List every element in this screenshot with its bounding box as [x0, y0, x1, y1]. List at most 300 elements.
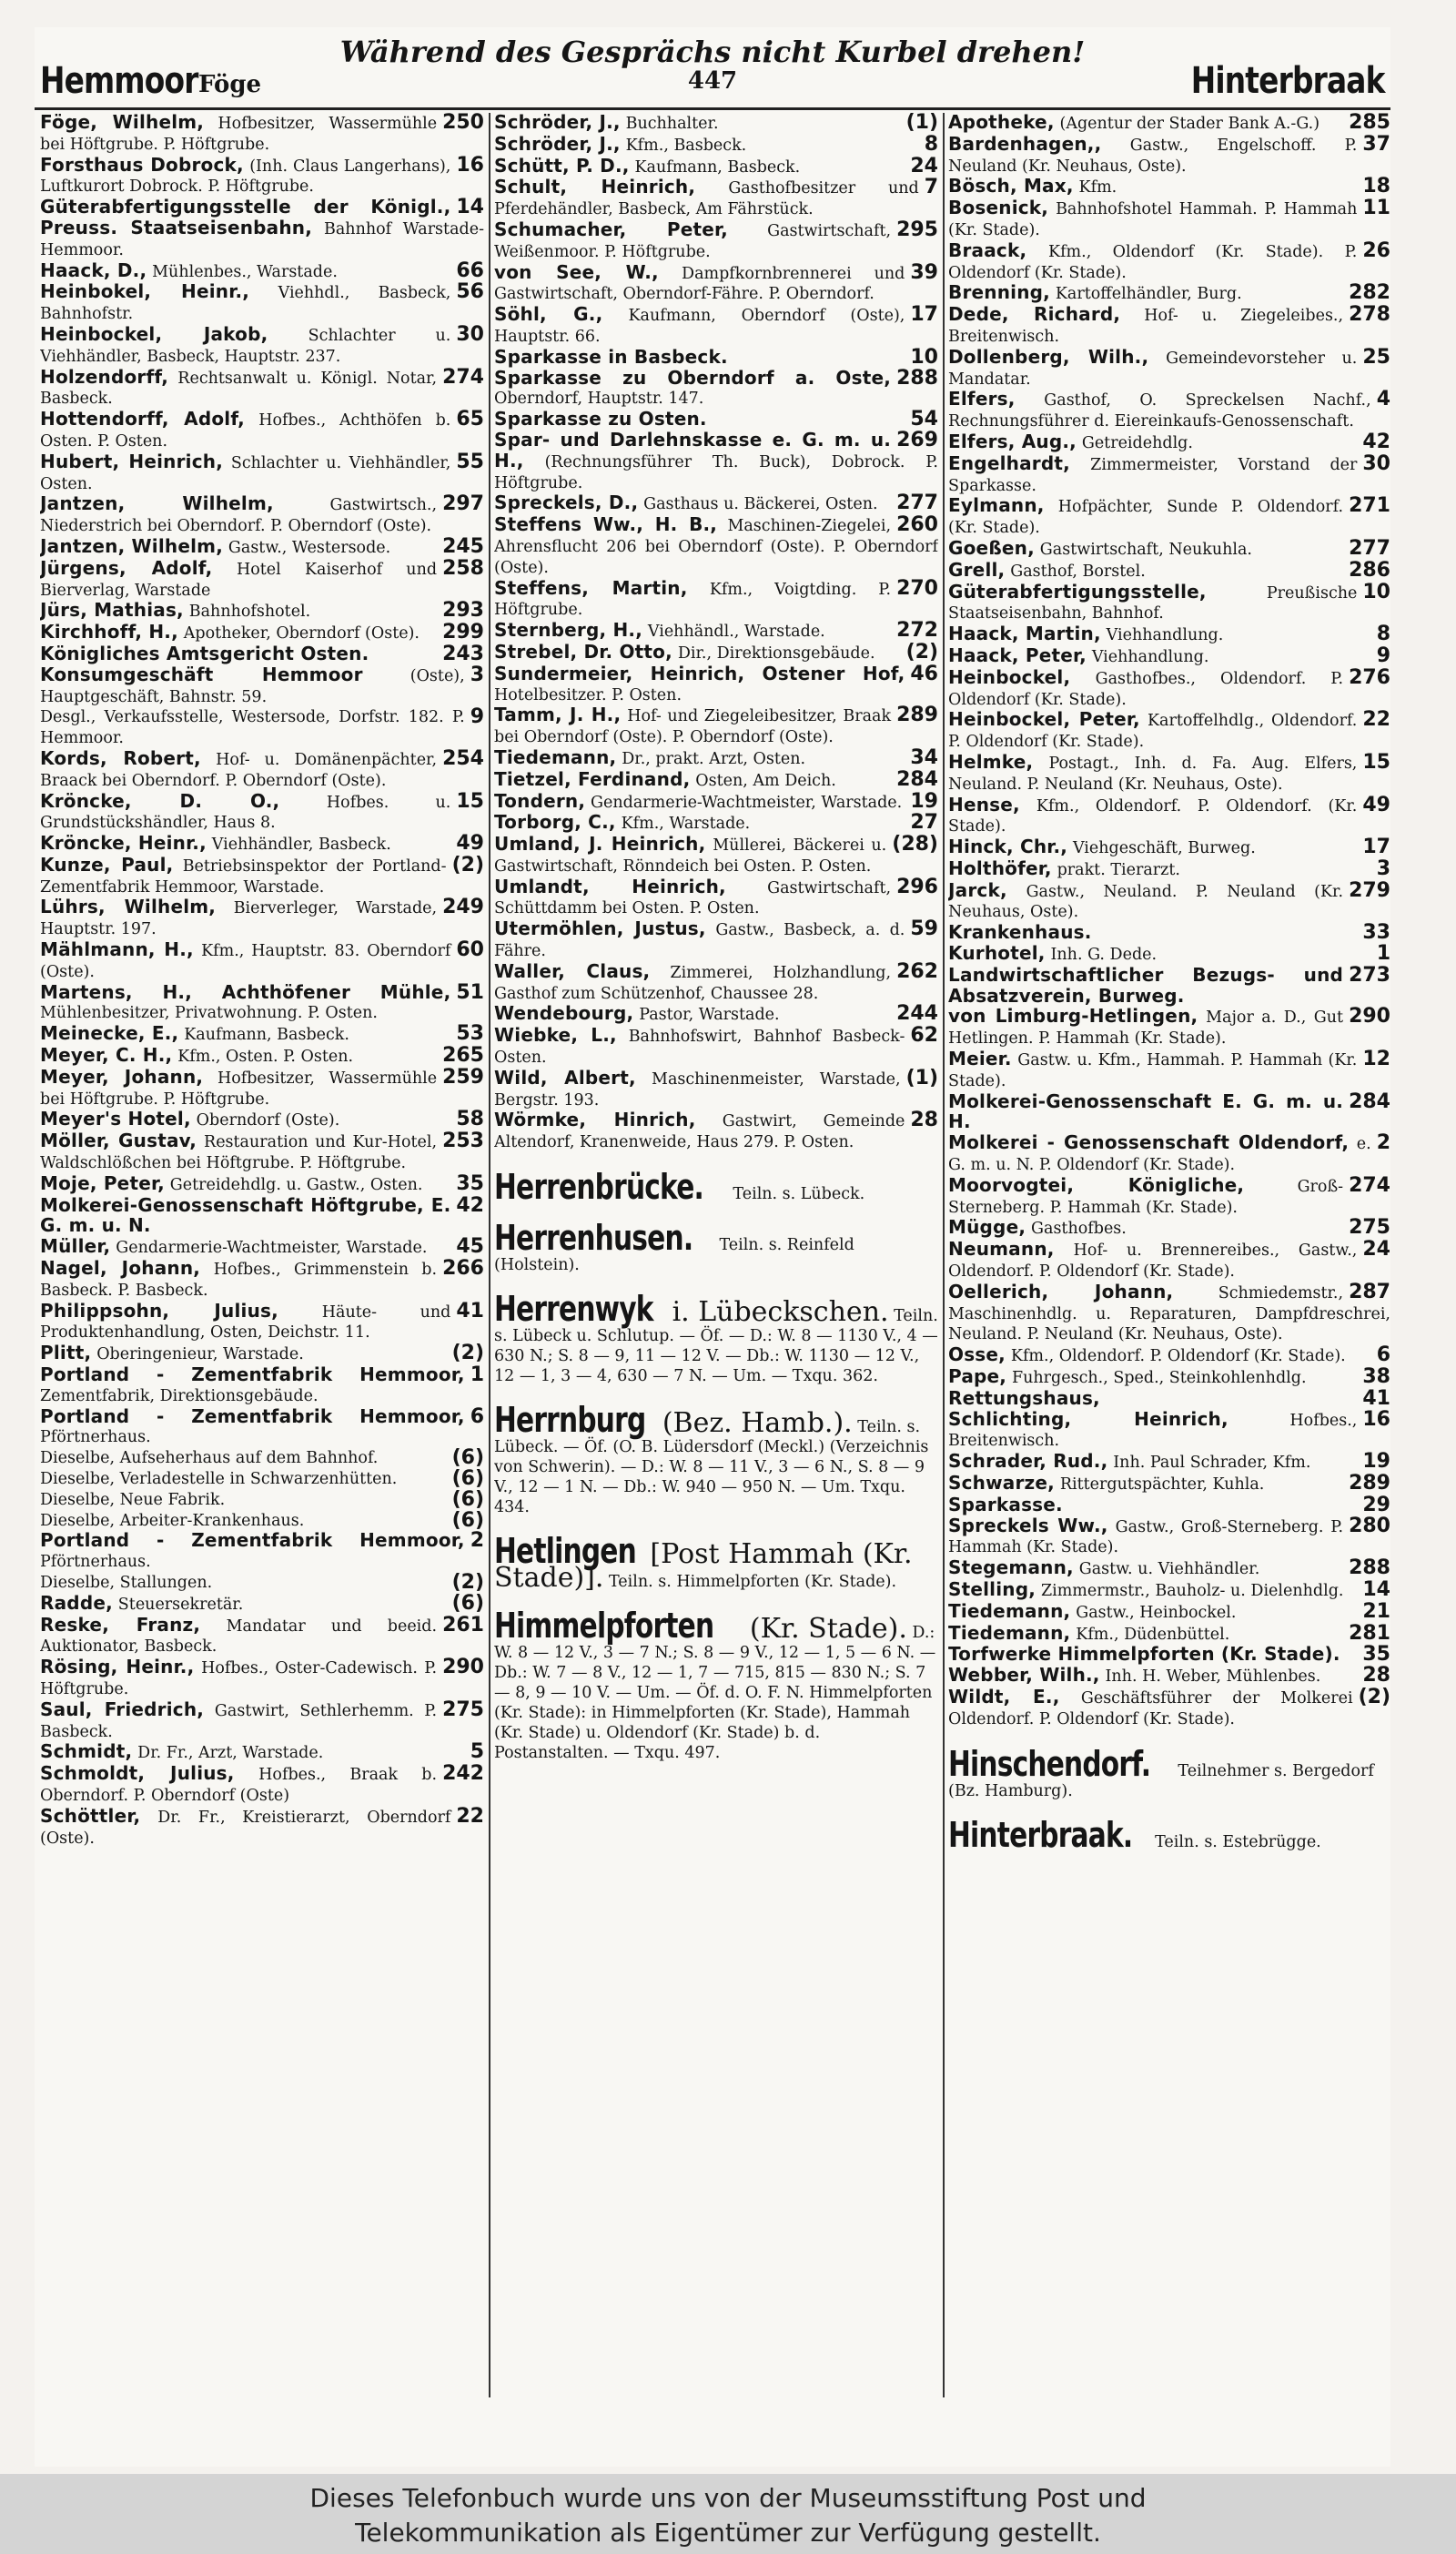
- entry-description: (Rechnungsführer Th. Buck), Dobrock. P. Höftgrube.: [494, 452, 938, 492]
- phone-number: 6: [470, 1404, 484, 1428]
- directory-entry: [948, 1452, 1390, 1474]
- phone-number: 2: [470, 1529, 484, 1553]
- directory-entry: [40, 1024, 484, 1046]
- phone-number: 2: [1376, 1131, 1390, 1155]
- directory-entry: [494, 345, 938, 369]
- entry-name: Plitt,: [40, 1342, 92, 1364]
- entry-name: Strebel, Dr. Otto,: [494, 640, 672, 663]
- entry-description: Fuhrgesch., Sped., Steinkohlenhdlg.: [1012, 1369, 1307, 1388]
- place-qualifier: (Bez. Hamb.).: [653, 1407, 853, 1440]
- entry-description: Kfm., Hauptstr. 83. Oberndorf (Oste).: [40, 942, 451, 981]
- entry-description: Kfm., Basbeck.: [625, 136, 747, 155]
- entry-name: Schumacher, Peter,: [494, 218, 728, 240]
- phone-number: 45: [456, 1235, 484, 1259]
- entry-name: Bardenhagen,,: [948, 132, 1102, 155]
- entry-name: Utermöhlen, Justus,: [494, 917, 706, 940]
- place-qualifier: (Kr. Stade).: [741, 1613, 907, 1646]
- phone-number: (2): [1358, 1685, 1390, 1708]
- header-rule: [35, 107, 1390, 110]
- entry-description: Mühlenbes., Warstade.: [152, 262, 338, 281]
- footer-line-1: Dieses Telefonbuch wurde uns von der Museumsstiftung Post und: [309, 2483, 1147, 2513]
- entry-name: Holthöfer,: [948, 856, 1052, 879]
- directory-entry: [494, 220, 938, 263]
- phone-number: 250: [442, 113, 484, 134]
- directory-entry: [494, 1110, 938, 1153]
- entry-name: Tietzel, Ferdinand,: [494, 767, 691, 790]
- phone-number: 35: [1362, 1643, 1390, 1667]
- phone-number: 286: [1349, 558, 1390, 582]
- phone-number: 277: [896, 492, 938, 515]
- entry-description: Inh. H. Weber, Mühlenbes.: [1105, 1667, 1321, 1687]
- phone-number: 275: [442, 1698, 484, 1721]
- entry-description: Betriebsinspektor der Portland-Zementfabrik Hemmoor, Warstade.: [40, 856, 447, 897]
- directory-entry: [40, 1237, 484, 1259]
- entry-description: Getreidehdlg.: [1081, 433, 1193, 452]
- directory-entry: [948, 665, 1390, 711]
- place-title: Herrenbrücke.: [494, 1167, 703, 1208]
- entry-description: Preußische Staatseisenbahn, Bahnhof.: [948, 583, 1358, 623]
- directory-entry: [40, 644, 484, 665]
- entry-description: Viehhändler, Basbeck.: [211, 836, 391, 855]
- entry-description: Bahnhof Warstade-Hemmoor.: [40, 219, 484, 259]
- directory-entry: [948, 1474, 1390, 1495]
- entry-name: Oellerich, Johann,: [948, 1280, 1174, 1302]
- phone-number: 293: [442, 599, 484, 623]
- directory-entry: [40, 1365, 484, 1407]
- entry-description: (Oste), Hauptgeschäft, Bahnstr. 59.: [40, 666, 465, 706]
- phone-number: 7: [924, 176, 938, 199]
- phone-number: 3: [1376, 856, 1390, 880]
- directory-entry: [40, 1193, 484, 1238]
- directory-entry: [948, 113, 1390, 135]
- phone-number: 269: [896, 428, 938, 451]
- phone-number: 14: [456, 196, 484, 219]
- entry-name: Möller, Gustav,: [40, 1130, 197, 1152]
- entry-description: Gastw., Groß-Sterneberg. P. Hammah (Kr. Stade).: [948, 1517, 1344, 1557]
- entry-description: Gastwirtschaft, Schüttdamm bei Osten. P. Osten.: [494, 878, 892, 918]
- phone-number: 245: [442, 534, 484, 558]
- directory-entry: [40, 322, 484, 368]
- phone-number: (2): [451, 1342, 484, 1365]
- entry-name: Schrader, Rud.,: [948, 1450, 1108, 1473]
- directory-entry: [40, 494, 484, 537]
- phone-number: 276: [1349, 665, 1390, 689]
- phone-number: 33: [1362, 921, 1390, 945]
- entry-name: Moje, Peter,: [40, 1171, 165, 1194]
- entry-description: Inh. G. Dede.: [1050, 946, 1158, 965]
- entry-description: Pastor, Warstade.: [639, 1006, 780, 1025]
- phone-number: 59: [910, 917, 938, 941]
- entry-name: Mügge,: [948, 1216, 1026, 1239]
- entry-description: Gastw., Neuland. P. Neuland (Kr. Neuhaus, Oste).: [948, 882, 1344, 922]
- phone-number: 289: [896, 704, 938, 727]
- directory-entry: [40, 258, 484, 283]
- entry-description: Apotheker, Oberndorf (Oste).: [183, 624, 420, 644]
- directory-entry: [40, 897, 484, 940]
- entry-name: Schütt, P. D.,: [494, 154, 630, 177]
- phone-number: 24: [910, 154, 938, 177]
- entry-name: Föge, Wilhelm,: [40, 113, 205, 133]
- phone-number: 260: [896, 513, 938, 537]
- entry-description: Restauration und Kur-Hotel, Waldschlößchen bei Höftgrube. P. Höftgrube.: [40, 1133, 438, 1173]
- directory-entry: [40, 365, 484, 410]
- column-2: [494, 113, 938, 2407]
- directory-entry: [40, 940, 484, 983]
- entry-description: Schlachter u. Viehhändler, Osten.: [40, 453, 451, 493]
- entry-description: (Agentur der Stader Bank A.-G.): [1059, 115, 1320, 133]
- entry-name: Steffens Ww., H. B.,: [494, 513, 718, 536]
- directory-entry: [494, 260, 938, 306]
- directory-entry: [40, 1700, 484, 1743]
- entry-name: Schmoldt, Julius,: [40, 1762, 235, 1785]
- phone-number: 284: [896, 767, 938, 791]
- directory-entry: [948, 963, 1390, 1008]
- phone-number: 261: [442, 1613, 484, 1637]
- entry-name: Eylmann,: [948, 494, 1045, 517]
- entry-description: Gastw., Heinbockel.: [1076, 1603, 1237, 1622]
- entry-name: Lührs, Wilhelm,: [40, 896, 217, 918]
- phone-number: 280: [1349, 1514, 1390, 1537]
- phone-number: 30: [456, 322, 484, 346]
- entry-description: Viehhandlung.: [1106, 626, 1224, 645]
- entry-name: Schröder, J.,: [494, 113, 621, 133]
- place-details: Teiln. s. Lübeck u. Schlutup. — Öf. — D.: W. 8 — 1130 V., 4 — 630 N.; S. 8 — 9, 11 — 12 V. — Db.: W. 1130 — 12 V., 12 — 1, 3 — 4, 630 — 7 N. — Um. — Txqu. 362.: [494, 1307, 938, 1386]
- directory-entry: [948, 1173, 1390, 1219]
- directory-entry: [40, 1570, 484, 1594]
- directory-entry: [40, 746, 484, 792]
- entry-description: Gendarmerie-Wachtmeister, Warstade.: [116, 1239, 428, 1258]
- entry-name: Spar- und Darlehnskasse e. G. m. u. H.,: [494, 428, 892, 471]
- entry-name: Meinecke, E.,: [40, 1022, 179, 1045]
- phone-number: 21: [1362, 1599, 1390, 1623]
- phone-number: 1: [1376, 942, 1390, 966]
- entry-description: Groß-Sterneberg. P. Hammah (Kr. Stade).: [948, 1177, 1344, 1217]
- entry-description: Gasthof, Borstel.: [1010, 562, 1146, 581]
- entry-name: Tiedemann,: [948, 1621, 1071, 1644]
- directory-entry: [40, 1404, 484, 1449]
- directory-entry: [40, 1508, 484, 1532]
- phone-number: 9: [1376, 644, 1390, 667]
- phone-number: (6): [451, 1508, 484, 1532]
- entry-description: Gastwirt, Gemeinde Altendorf, Kranenweide, Haus 279. P. Osten.: [494, 1112, 905, 1152]
- directory-entry: [948, 1092, 1390, 1134]
- entry-description: Kfm., Osten. P. Osten.: [177, 1048, 354, 1067]
- entry-name: Brenning,: [948, 281, 1050, 304]
- entry-name: Pape,: [948, 1365, 1007, 1388]
- entry-name: Hubert, Heinrich,: [40, 450, 224, 472]
- entry-description: Bahnhofswirt, Bahnhof Basbeck-Osten.: [494, 1028, 905, 1068]
- entry-name: Sparkasse zu Oberndorf a. Oste,: [494, 366, 892, 389]
- directory-entry: [40, 601, 484, 623]
- directory-entry: [494, 366, 938, 410]
- entry-description: Hof- u. Ziegeleibes., Breitenwisch.: [948, 307, 1344, 346]
- phone-number: (6): [451, 1487, 484, 1511]
- entry-description: Dieselbe, Stallungen.: [40, 1573, 213, 1592]
- entry-description: Kaufmann, Basbeck.: [634, 157, 801, 177]
- directory-entry: [948, 624, 1390, 646]
- directory-entry: [948, 1599, 1390, 1624]
- entry-name: Wiebke, L.,: [494, 1024, 617, 1047]
- entry-description: Hotelbesitzer. P. Osten.: [494, 685, 682, 704]
- entry-description: Hofbes. u. Grundstückshändler, Haus 8.: [40, 793, 451, 833]
- phone-number: 29: [1362, 1493, 1390, 1516]
- phone-number: 270: [896, 576, 938, 600]
- entry-description: prakt. Tierarzt.: [1057, 860, 1180, 879]
- phone-number: 259: [442, 1065, 484, 1089]
- phone-number: 60: [456, 938, 484, 962]
- directory-entry: [40, 1742, 484, 1764]
- entry-name: Kunze, Paul,: [40, 853, 174, 876]
- phone-number: 34: [910, 745, 938, 769]
- phone-number: 9: [470, 705, 484, 729]
- phone-number: 274: [1349, 1173, 1390, 1197]
- phone-number: 253: [442, 1130, 484, 1153]
- directory-entry: [948, 558, 1390, 583]
- entry-description: Mandatar und beeid. Auktionator, Basbeck.: [40, 1617, 438, 1657]
- directory-entry: [948, 432, 1390, 454]
- entry-description: Gendarmerie-Wachtmeister, Warstade.: [591, 793, 903, 812]
- entry-description: Dr. Fr., Kreistierarzt, Oberndorf (Oste).: [40, 1808, 451, 1848]
- directory-entry: [40, 1764, 484, 1807]
- directory-entry: [948, 878, 1390, 924]
- place-details: D.: W. 8 — 12 V., 3 — 7 N.; S. 8 — 9 V., 12 — 1, 5 — 6 N. — Db.: W. 7 — 8 V., 12 — 1, 7 — 715, 815 — 830 N.; S. 7 — 8, 9 — 10 V. — Um. — Öf. d. O. F. N. Himmelpforten (Kr. Stade): in Himmelpforten (Kr. Stade), Hammah (Kr. Stade) u. Oldendorf (Kr. Stade) b. d. Postanstalten. — Txqu. 497.: [494, 1624, 936, 1763]
- phone-number: 10: [910, 345, 938, 369]
- phone-number: 296: [896, 875, 938, 898]
- entry-description: Gastw., Basbeck, a. d. Fähre.: [494, 921, 905, 961]
- entry-name: Philippsohn, Julius,: [40, 1299, 278, 1322]
- entry-name: Wendebourg,: [494, 1002, 634, 1025]
- entry-description: Dr., prakt. Arzt, Osten.: [622, 749, 806, 768]
- entry-name: Sundermeier, Heinrich, Ostener Hof,: [494, 662, 905, 684]
- entry-description: Major a. D., Gut Hetlingen. P. Hammah (Kr. Stade).: [948, 1008, 1344, 1049]
- place-title: Hetlingen: [494, 1531, 636, 1572]
- directory-entry: [494, 877, 938, 920]
- phone-number: 12: [1362, 1048, 1390, 1071]
- entry-name: Saul, Friedrich,: [40, 1698, 205, 1720]
- phone-number: 254: [442, 746, 484, 770]
- directory-entry: [494, 621, 938, 643]
- place-heading-block: [494, 1289, 938, 1386]
- directory-entry: [40, 1259, 484, 1302]
- directory-entry: [948, 1577, 1390, 1602]
- entry-description: Hofbesitzer, Wassermühle bei Höftgrube. P. Höftgrube.: [40, 115, 438, 154]
- phone-number: 5: [470, 1740, 484, 1764]
- entry-description: Maschinenmeister, Warstade, Bergstr. 193.: [494, 1069, 901, 1110]
- directory-entry: [40, 1131, 484, 1174]
- entry-name: Osse,: [948, 1343, 1006, 1366]
- directory-entry: [494, 813, 938, 835]
- entry-name: Söhl, G.,: [494, 303, 603, 326]
- directory-entry: [948, 1240, 1390, 1282]
- phone-number: (1): [905, 113, 938, 134]
- entry-name: Hinck, Chr.,: [948, 836, 1068, 858]
- phone-number: 3: [470, 663, 484, 686]
- directory-entry: [40, 789, 484, 835]
- phone-number: 11: [1362, 197, 1390, 220]
- entry-name: Umlandt, Heinrich,: [494, 875, 726, 897]
- directory-entry: [948, 345, 1390, 390]
- phone-number: 16: [456, 153, 484, 177]
- phone-number: 25: [1362, 345, 1390, 369]
- entry-name: Schröder, J.,: [494, 132, 621, 155]
- place-heading-block: [494, 1606, 938, 1763]
- entry-description: Steuersekretär.: [117, 1595, 244, 1614]
- entry-name: Schwarze,: [948, 1472, 1055, 1494]
- phone-number: 249: [442, 896, 484, 919]
- entry-name: Tamm, J. H.,: [494, 704, 622, 726]
- place-details: Teiln. s. Himmelpforten (Kr. Stade).: [603, 1573, 897, 1592]
- phone-number: (6): [451, 1467, 484, 1490]
- place-title: Herrenwyk: [494, 1289, 653, 1330]
- phone-number: 299: [442, 621, 484, 644]
- phone-number: 37: [1362, 132, 1390, 156]
- phone-number: 58: [456, 1108, 484, 1131]
- entry-name: Kurhotel,: [948, 942, 1046, 965]
- footer-notice: [0, 2474, 1456, 2554]
- entry-name: Molkerei - Genossenschaft Oldendorf,: [948, 1131, 1350, 1154]
- phone-number: (28): [892, 833, 938, 856]
- directory-entry: [40, 1613, 484, 1658]
- entry-name: Elfers, Aug.,: [948, 430, 1077, 452]
- entry-description: Kfm., Oldendorf. P. Oldendorf (Kr. Stade).: [1010, 1347, 1346, 1366]
- entry-description: Schlachter u. Viehhändler, Basbeck, Hauptstr. 237.: [40, 326, 451, 366]
- place-title: Herrnburg: [494, 1400, 646, 1441]
- entry-name: Jürs, Mathias,: [40, 599, 184, 622]
- directory-entry: [948, 923, 1390, 944]
- directory-entry: [40, 1531, 484, 1573]
- entry-description: Dr. Fr., Arzt, Warstade.: [137, 1744, 324, 1763]
- entry-name: Güterabfertigungsstelle der Königl., Preuss. Staatseisenbahn,: [40, 196, 451, 238]
- entry-name: Haack, D.,: [40, 258, 147, 281]
- entry-description: Viehgeschäft, Burweg.: [1072, 839, 1256, 858]
- entry-name: Moorvogtei, Königliche,: [948, 1173, 1245, 1196]
- place-heading-block: [494, 1400, 938, 1517]
- entry-description: Dieselbe, Arbeiter-Krankenhaus.: [40, 1511, 305, 1530]
- directory-entry: [948, 238, 1390, 284]
- phone-number: 287: [1349, 1280, 1390, 1303]
- directory-entry: [40, 556, 484, 602]
- entry-description: Kartoffelhändler, Burg.: [1055, 285, 1242, 304]
- directory-entry: [948, 1516, 1390, 1559]
- entry-description: Gastw., Engelschoff. P. Neuland (Kr. Neuhaus, Oste).: [948, 136, 1358, 176]
- entry-name: Apotheke,: [948, 113, 1055, 133]
- directory-entry: [40, 665, 484, 708]
- phone-number: 277: [1349, 536, 1390, 560]
- entry-name: Meyer's Hotel,: [40, 1108, 191, 1130]
- entry-name: Heinbockel,: [948, 665, 1071, 688]
- entry-description: Zimmermeister, Vorstand der Sparkasse.: [948, 455, 1358, 495]
- directory-entry: [494, 664, 938, 706]
- entry-name: Heinbockel, Jakob,: [40, 322, 268, 345]
- directory-entry: [494, 1066, 938, 1111]
- phone-number: 17: [910, 303, 938, 327]
- directory-entry: [494, 113, 938, 135]
- entry-name: Spreckels Ww.,: [948, 1514, 1108, 1536]
- phone-number: 42: [1362, 430, 1390, 453]
- entry-description: Postagt., Inh. d. Fa. Aug. Elfers, Neuland. P. Neuland (Kr. Neuhaus, Oste).: [948, 754, 1358, 794]
- entry-description: Kaufmann, Oberndorf (Oste), Hauptstr. 66.: [494, 307, 905, 346]
- entry-name: Nagel, Johann,: [40, 1257, 201, 1280]
- entry-description: Hofbes., Achthöfen b. Osten. P. Osten.: [40, 411, 451, 451]
- phone-number: 27: [910, 811, 938, 835]
- entry-name: Sparkasse.: [948, 1493, 1063, 1515]
- place-heading-block: [494, 1531, 938, 1595]
- directory-entry: [40, 534, 484, 559]
- directory-entry: [40, 198, 484, 260]
- entry-description: Buchhalter.: [625, 115, 719, 133]
- entry-name: Sternberg, H.,: [494, 619, 642, 642]
- directory-entry: [40, 834, 484, 856]
- phone-number: 278: [1349, 303, 1390, 327]
- entry-description: Desgl., Verkaufsstelle, Westersode, Dorfstr. 182. P. Hemmoor.: [40, 708, 465, 748]
- entry-description: Oberndorf, Hauptstr. 147.: [494, 390, 704, 409]
- phone-number: 51: [456, 980, 484, 1004]
- entry-name: Haack, Martin,: [948, 623, 1101, 645]
- entry-description: Gasthofbes., Oldendorf. P. Oldendorf (Kr. Stade).: [948, 669, 1344, 709]
- directory-entry: [494, 177, 938, 220]
- entry-description: Rittergutspächter, Kuhla.: [1059, 1475, 1265, 1494]
- phone-number: 10: [1362, 580, 1390, 603]
- phone-number: 1: [470, 1363, 484, 1387]
- place-details: Teiln. s. Lübeck.: [727, 1185, 865, 1204]
- entry-description: Kfm., Oldendorf. P. Oldendorf. (Kr. Stade).: [948, 796, 1358, 836]
- entry-description: Müllerei, Bäckerei u. Gastwirtschaft, Rönndeich bei Osten. P. Osten.: [494, 836, 887, 876]
- phone-number: 4: [1376, 388, 1390, 411]
- phone-number: (6): [451, 1591, 484, 1615]
- directory-entry: [40, 1448, 484, 1469]
- entry-name: Spreckels, D.,: [494, 492, 639, 514]
- phone-number: 289: [1349, 1472, 1390, 1495]
- phone-number: 274: [442, 365, 484, 389]
- entry-description: (Inh. Claus Langerhans), Luftkurort Dobrock. P. Höftgrube.: [40, 157, 451, 197]
- entry-description: Kaufmann, Basbeck.: [184, 1026, 349, 1045]
- entry-name: Portland - Zementfabrik Hemmoor,: [40, 1529, 465, 1552]
- directory-entry: [494, 767, 938, 792]
- directory-entry: [948, 837, 1390, 859]
- entry-description: Bahnhofshotel Hammah. P. Hammah (Kr. Stade).: [948, 200, 1358, 239]
- directory-entry: [494, 1004, 938, 1026]
- phone-number: 66: [456, 258, 484, 282]
- entry-name: Steffens, Martin,: [494, 576, 688, 599]
- entry-name: Braack,: [948, 238, 1027, 261]
- entry-name: Heinbokel, Heinr.,: [40, 280, 250, 303]
- entry-name: Meyer, C. H.,: [40, 1044, 173, 1067]
- phone-number: (2): [451, 853, 484, 877]
- directory-entry: [40, 1046, 484, 1068]
- entry-name: Königliches Amtsgericht Osten.: [40, 642, 369, 664]
- phone-number: 284: [1349, 1090, 1390, 1113]
- entry-name: Tiedemann,: [494, 745, 617, 768]
- phone-number: 275: [1349, 1216, 1390, 1240]
- phone-number: 42: [456, 1193, 484, 1217]
- entry-name: Mählmann, H.,: [40, 938, 194, 961]
- directory-entry: [948, 1386, 1390, 1410]
- directory-entry: [948, 1007, 1390, 1049]
- directory-entry: [494, 835, 938, 877]
- entry-name: Torfwerke Himmelpforten (Kr. Stade).: [948, 1643, 1340, 1666]
- entry-name: Meier.: [948, 1048, 1012, 1070]
- entry-description: Schmiedemstr., Maschinenhdlg. u. Reparaturen, Dampfdreschrei, Neuland. P. Neuland (Kr. Neuhaus, Oste).: [948, 1283, 1390, 1344]
- entry-description: Dieselbe, Verladestelle in Schwarzenhütten.: [40, 1470, 398, 1488]
- entry-description: Gastwirtschaft, Neukuhla.: [1039, 540, 1252, 559]
- column-divider: [489, 113, 490, 2397]
- entry-description: Viehhandlung.: [1091, 647, 1209, 666]
- column-divider: [943, 113, 945, 2397]
- directory-entry: [40, 980, 484, 1025]
- directory-entry: [948, 496, 1390, 539]
- entry-description: Viehhändl., Warstade.: [647, 623, 825, 642]
- entry-name: Haack, Peter,: [948, 644, 1087, 666]
